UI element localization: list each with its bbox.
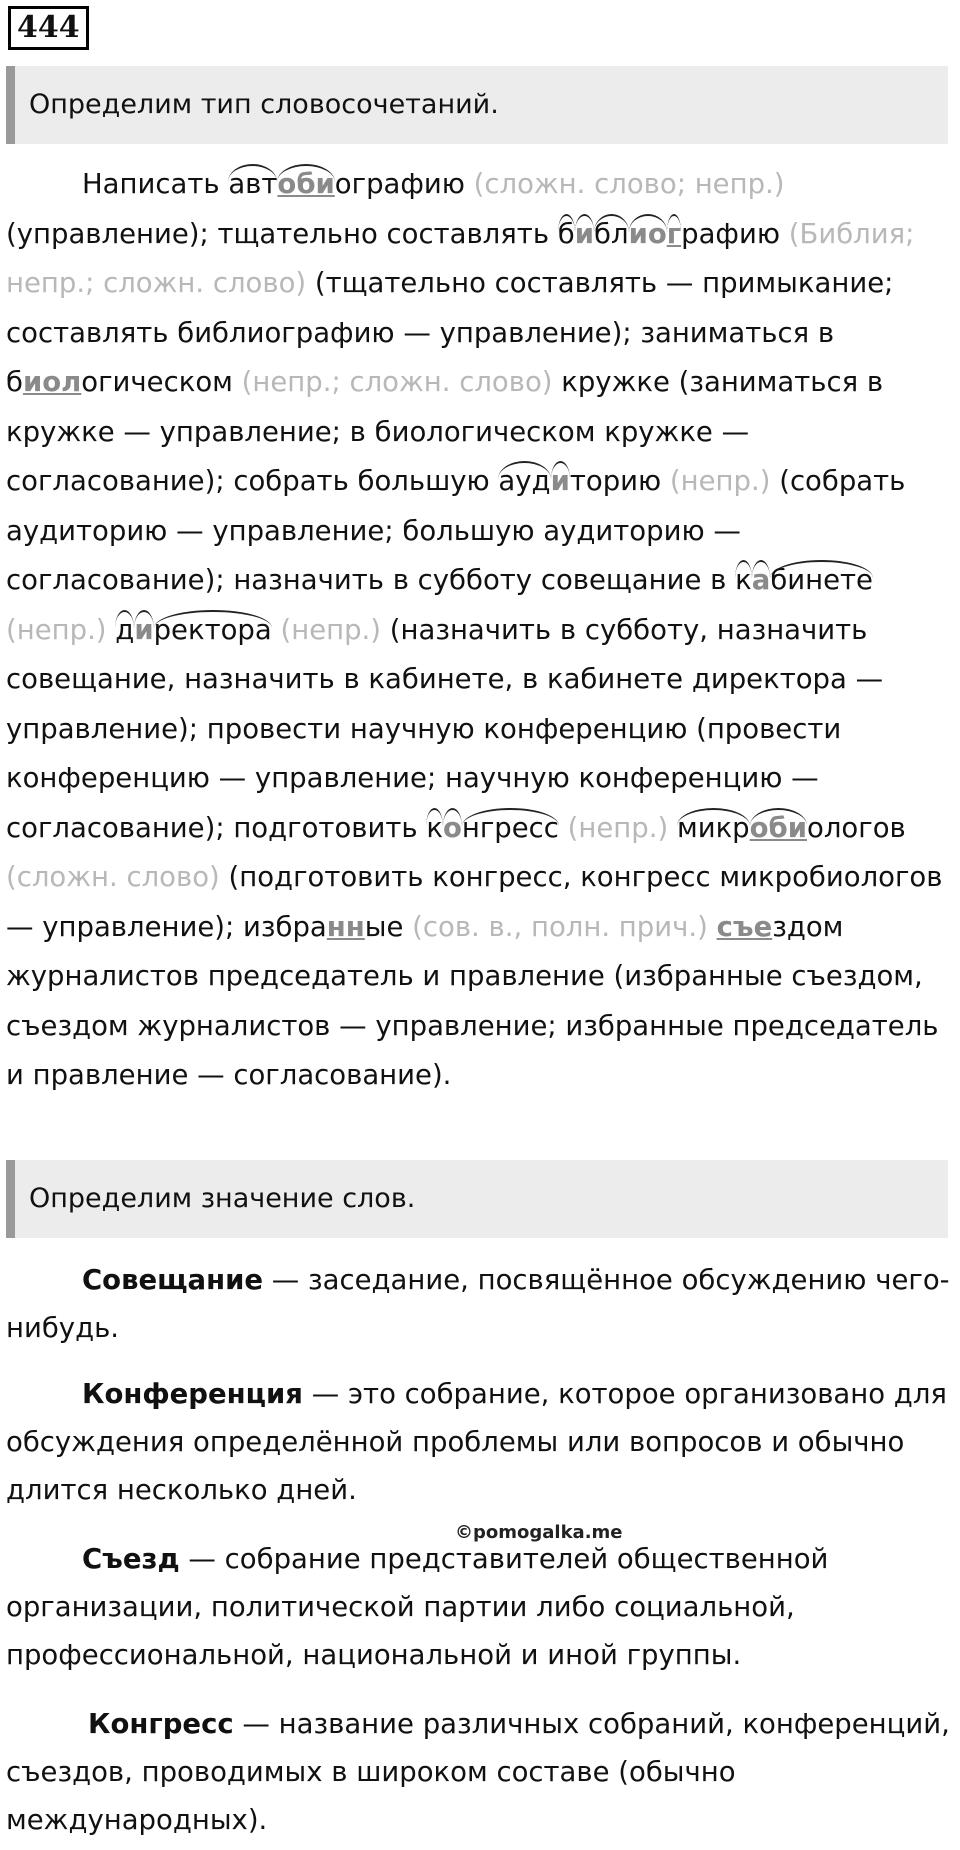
section-heading-word-meanings: Определим значение слов. xyxy=(6,1160,948,1238)
text-segment-word-part: микр xyxy=(677,808,750,844)
highlighted-letters-word-part: оби xyxy=(277,164,334,200)
text-segment: ые xyxy=(364,910,413,943)
grammar-note: (сов. в., полн. прич.) xyxy=(412,910,708,943)
definition-item xyxy=(6,1370,950,1514)
text-segment xyxy=(107,614,116,646)
grammar-note: (сложн. слово) xyxy=(6,861,220,893)
text-segment: (тщательно составлять — примыкание; составлять библиографию — управление); заниматься в б xyxy=(6,267,894,398)
text-segment xyxy=(708,911,717,943)
text-segment-word-part: бл xyxy=(594,214,629,250)
text-segment: (подготовить конгресс, конгресс микробиологов — управление); избра xyxy=(6,861,943,943)
grammar-note: (непр.) xyxy=(669,465,771,497)
text-segment: (назначить в субботу, назначить совещание, назначить в кабинете, в кабинете директора — управление); провести научную конференцию (провести конференцию — управление; научную конференцию — согласование); подготовить xyxy=(6,613,884,844)
highlighted-letters: съ xyxy=(716,910,754,943)
task-number: 444 xyxy=(8,6,89,50)
grammar-note: блия; непр.; сложн. слово) xyxy=(6,217,915,299)
highlighted-letters-word-part: и xyxy=(575,214,594,250)
definition-term: Совещание xyxy=(82,1264,264,1296)
text-segment: здом журналистов председатель и правление (избранные съездом, съездом журналистов — управление; избранные председатель и правление — согласование). xyxy=(6,910,939,1091)
text-segment: (управление); тщательно составлять xyxy=(6,217,558,250)
definition-item xyxy=(6,1700,950,1844)
definition-term: Съезд xyxy=(82,1543,180,1575)
section-heading-phrase-types: Определим тип словосочетаний. xyxy=(6,66,948,144)
text-segment-word-part: к xyxy=(426,808,443,844)
text-segment-word-part: авт xyxy=(228,164,277,200)
text-segment: ологов xyxy=(807,811,906,844)
highlighted-letters-word-part: и xyxy=(134,610,153,646)
grammar-note: и xyxy=(818,217,837,250)
highlighted-letters-word-part: г xyxy=(667,214,681,250)
text-segment: ографию xyxy=(334,168,474,200)
highlighted-letters-word-part: и xyxy=(551,461,570,497)
definition-item xyxy=(6,1256,950,1352)
text-segment: торию xyxy=(569,465,670,497)
text-segment: огическом xyxy=(81,366,242,398)
definition-text: — это собрание, которое организовано для обсуждения определённой проблемы или вопросов и обычно длится несколько дней. xyxy=(6,1378,947,1506)
highlighted-letters: нн xyxy=(326,910,365,943)
definition-item xyxy=(6,1535,950,1679)
grammar-note: (непр.) xyxy=(280,613,382,646)
text-segment-word-part: ректора xyxy=(154,610,272,646)
definition-term: Конференция xyxy=(82,1378,303,1410)
definition-text: — название различных собраний, конференций, съездов, проводимых в широком составе (обычно международных). xyxy=(6,1708,950,1836)
text-segment: рафию xyxy=(681,217,789,250)
definition-text: — заседание, посвящённое обсуждению чего-нибудь. xyxy=(6,1264,950,1344)
grammar-note: (непр.) xyxy=(567,811,669,844)
highlighted-letters-word-part: а xyxy=(752,560,771,596)
definition-term: Конгресс xyxy=(88,1708,234,1740)
phrases-analysis-paragraph xyxy=(6,160,950,1101)
text-segment-word-part: к xyxy=(735,560,752,596)
text-segment-word-part: ауд xyxy=(498,461,550,497)
text-segment-word-part: д xyxy=(115,610,134,646)
text-segment: (собрать аудиторию — управление; большую аудиторию — согласование); назначить в субботу совещание в xyxy=(6,465,906,596)
grammar-note: (сложн. слово; непр.) xyxy=(473,168,785,200)
text-segment-word-part: б xyxy=(558,214,575,250)
highlighted-letters-word-part: оби xyxy=(750,808,807,844)
text-segment-word-part: бинете xyxy=(770,560,873,596)
highlighted-letters: е xyxy=(753,910,773,943)
grammar-note: (Б xyxy=(788,217,819,250)
text-segment xyxy=(559,812,568,844)
text-segment-word-part: нгресс xyxy=(462,808,559,844)
text-segment: Написать xyxy=(82,168,229,200)
definition-text: — собрание представителей общественной организации, политической партии либо социальной, профессиональной, национальной и иной группы. xyxy=(6,1543,829,1671)
grammar-note: (непр.) xyxy=(6,613,107,646)
text-segment: кружке (заниматься в кружке — управление; в биологическом кружке — согласование); собрать большую xyxy=(6,366,884,497)
highlighted-letters: иол xyxy=(22,366,82,398)
highlighted-letters-word-part: о xyxy=(443,808,462,844)
highlighted-letters-word-part: ио xyxy=(629,214,667,250)
grammar-note: (непр.; сложн. слово) xyxy=(241,366,553,398)
text-segment xyxy=(668,812,677,844)
watermark: ©pomogalka.me xyxy=(455,1522,623,1543)
